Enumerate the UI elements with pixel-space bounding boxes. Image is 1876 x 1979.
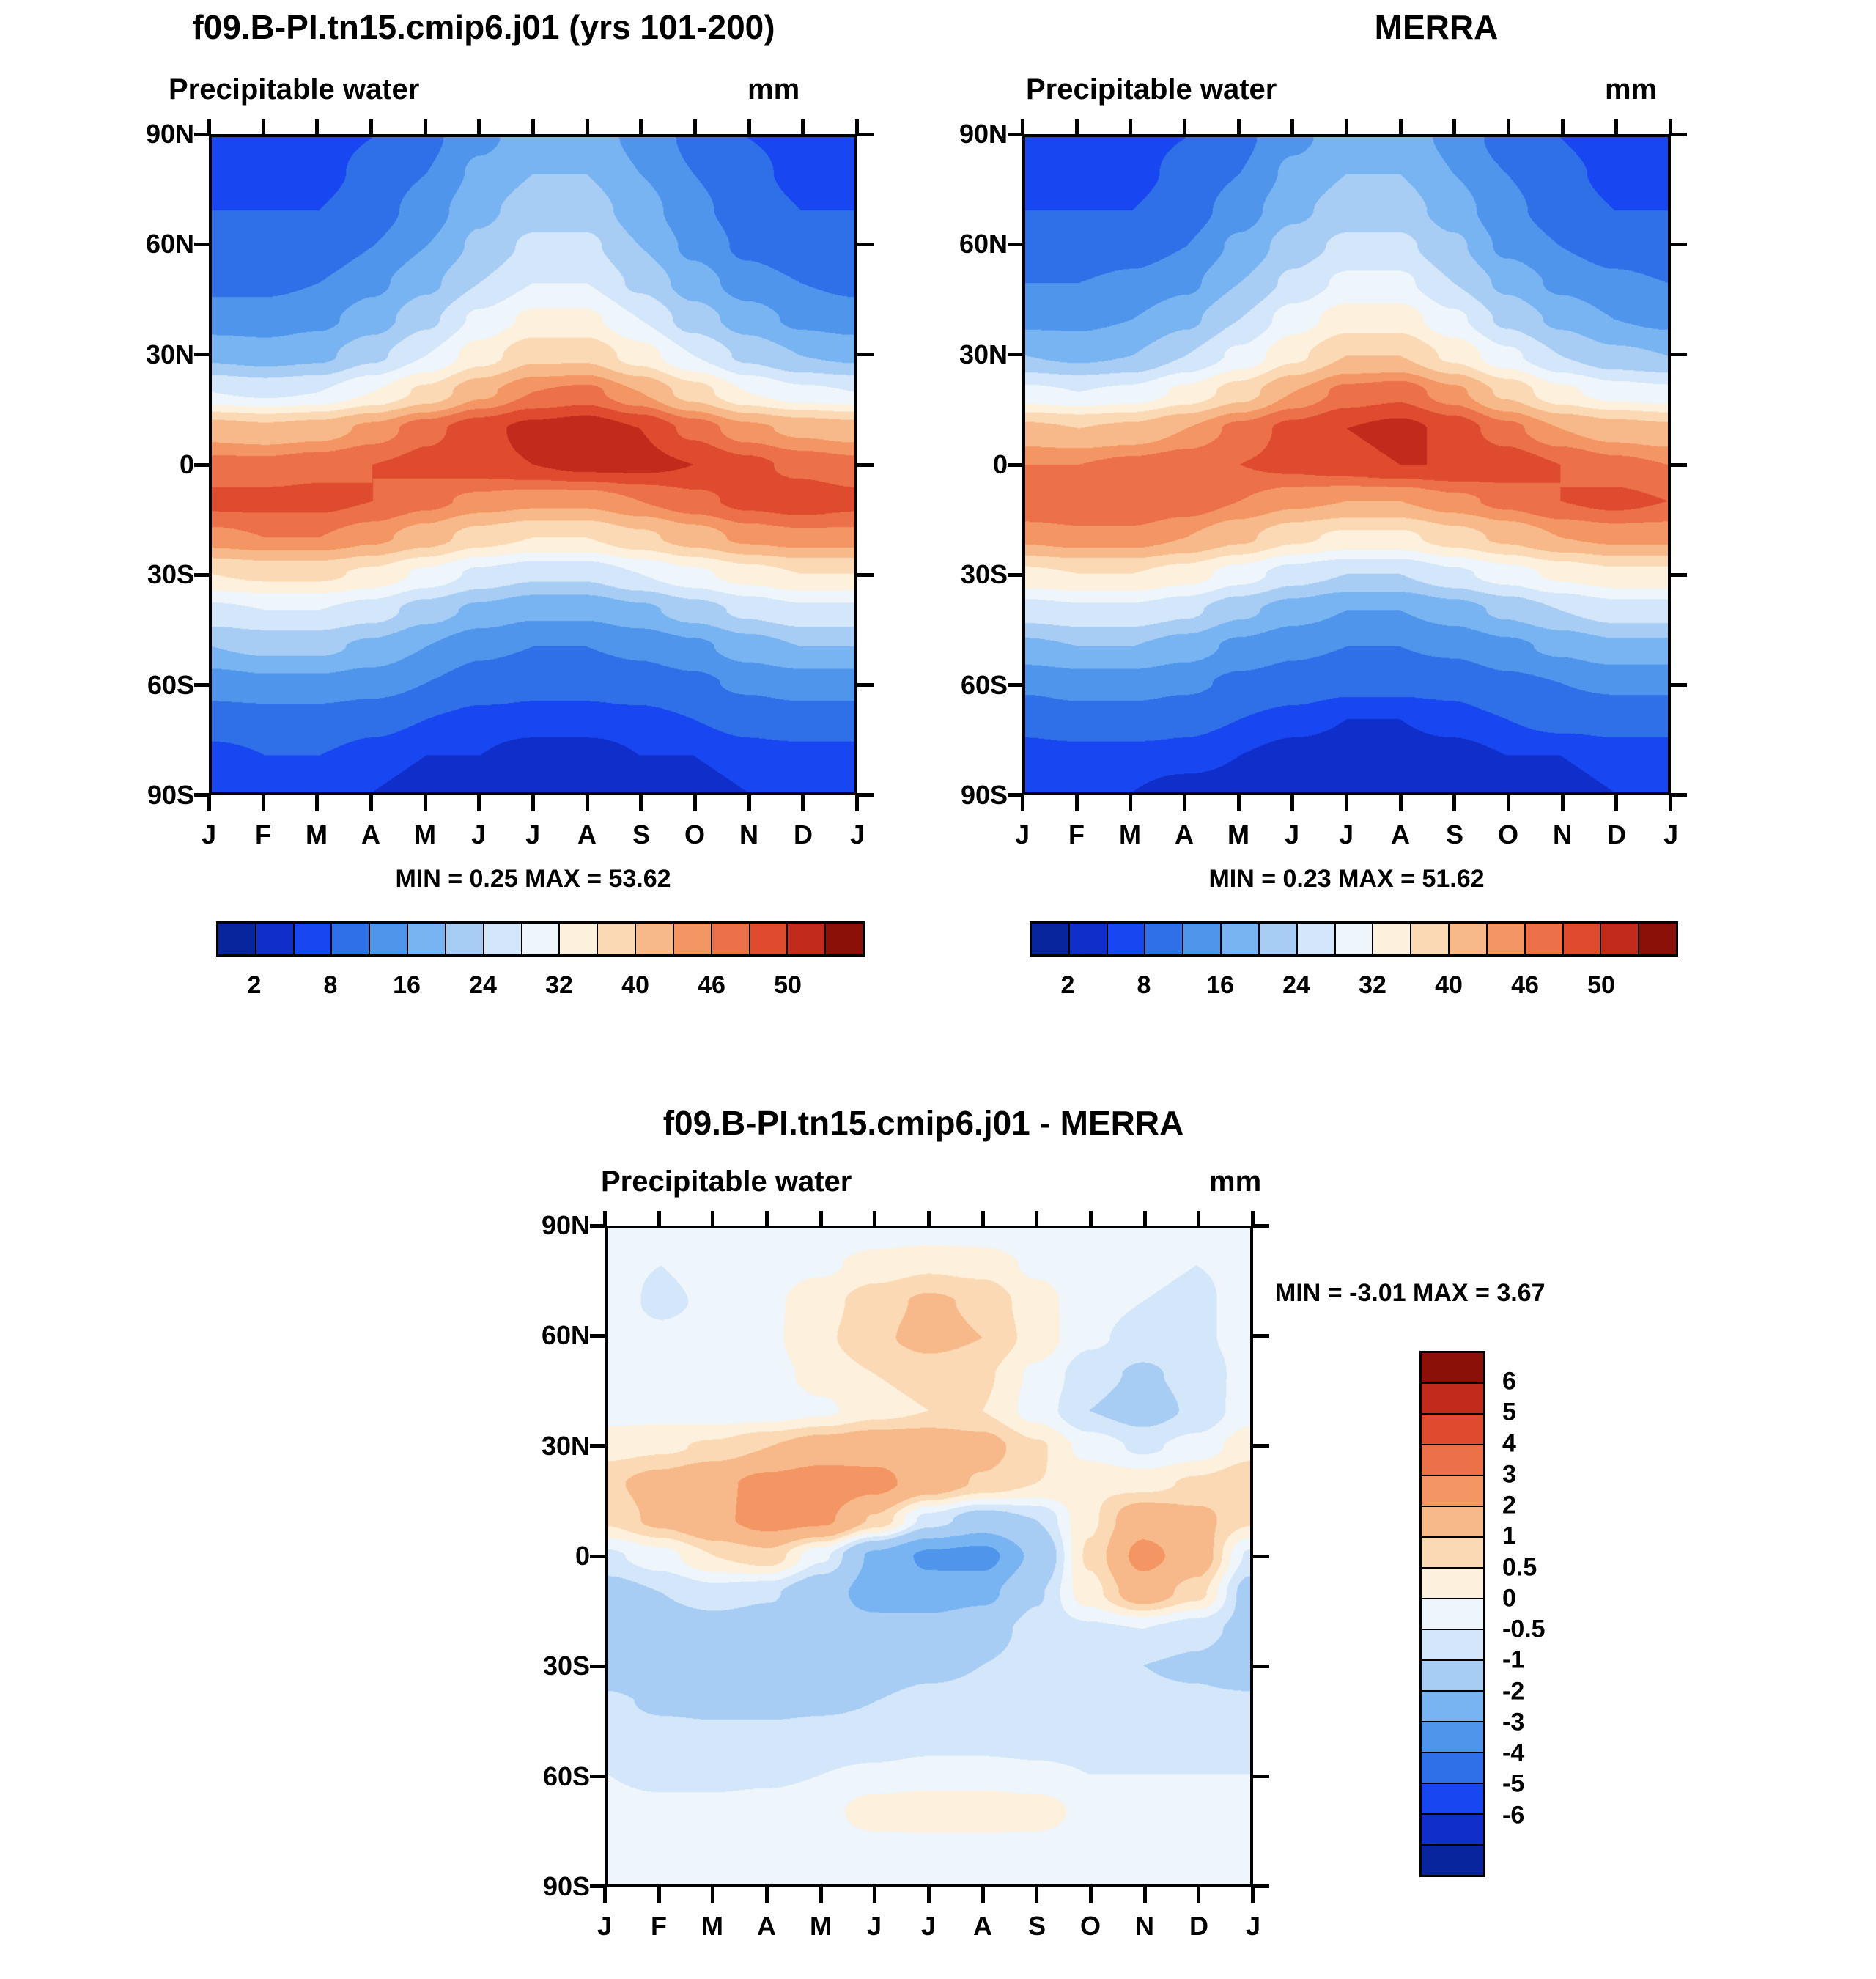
- model-xtick-3: A: [361, 819, 380, 850]
- obs-cbar-tick-4: 32: [1359, 971, 1386, 999]
- axis-tick: [819, 1887, 823, 1903]
- colorbar-swatch: [256, 924, 295, 954]
- axis-tick: [1183, 119, 1186, 136]
- diff-cbar-tick-5: 1: [1502, 1522, 1516, 1550]
- axis-tick: [369, 119, 373, 136]
- model-cbar-tick-2: 16: [393, 971, 421, 999]
- axis-tick: [1251, 1887, 1255, 1903]
- diff-xtick-3: A: [757, 1911, 776, 1941]
- obs-ytick-30S: 30S: [960, 559, 1008, 589]
- colorbar-swatch: [1564, 924, 1602, 954]
- obs-xtick-2: M: [1119, 819, 1141, 850]
- obs-xtick-9: O: [1497, 819, 1519, 850]
- axis-tick: [424, 119, 427, 136]
- axis-tick: [1197, 1887, 1200, 1903]
- axis-tick: [262, 795, 265, 811]
- model-xtick-4: M: [414, 819, 436, 850]
- axis-tick: [857, 793, 874, 797]
- axis-tick: [873, 1887, 876, 1903]
- obs-xtick-6: J: [1338, 819, 1354, 850]
- diff-xtick-1: F: [651, 1911, 667, 1941]
- diff-cbar-tick-0: 6: [1502, 1367, 1516, 1396]
- axis-tick: [603, 1887, 607, 1903]
- axis-tick: [1253, 1555, 1269, 1558]
- diff-cbar-tick-11: -3: [1502, 1708, 1525, 1736]
- model-ytick-60N: 60N: [145, 229, 194, 259]
- axis-tick: [1253, 1224, 1269, 1228]
- axis-tick: [1089, 1211, 1093, 1227]
- axis-tick: [1671, 243, 1687, 246]
- axis-tick: [1452, 119, 1456, 136]
- axis-tick: [590, 1884, 606, 1888]
- model-ytick-90N: 90N: [145, 119, 194, 149]
- obs-xtick-0: J: [1014, 819, 1030, 850]
- obs-minmax-stats: MIN = 0.23 MAX = 51.62: [1208, 865, 1485, 893]
- diff-cbar-tick-9: -1: [1502, 1646, 1525, 1674]
- axis-tick: [1614, 795, 1618, 811]
- axis-tick: [1183, 795, 1186, 811]
- colorbar-swatch: [370, 924, 408, 954]
- axis-tick: [194, 133, 210, 136]
- model-cbar-tick-4: 32: [545, 971, 573, 999]
- obs-main-title: MERRA: [1374, 8, 1499, 46]
- colorbar-swatch: [295, 924, 333, 954]
- axis-tick: [819, 1211, 823, 1227]
- axis-tick: [765, 1887, 769, 1903]
- axis-tick: [1237, 119, 1241, 136]
- axis-tick: [1671, 573, 1687, 577]
- axis-tick: [424, 795, 427, 811]
- diff-minmax-stats: MIN = -3.01 MAX = 3.67: [1275, 1279, 1546, 1307]
- colorbar-swatch: [1260, 924, 1298, 954]
- axis-tick: [315, 795, 319, 811]
- axis-tick: [1129, 119, 1132, 136]
- axis-tick: [1035, 1211, 1038, 1227]
- diff-cbar-tick-6: 0.5: [1502, 1553, 1537, 1582]
- obs-cbar-tick-6: 46: [1511, 971, 1539, 999]
- colorbar-swatch: [1601, 924, 1639, 954]
- model-ytick-30S: 30S: [147, 559, 194, 589]
- obs-xtick-7: A: [1391, 819, 1410, 850]
- axis-tick: [981, 1887, 985, 1903]
- axis-tick: [1614, 119, 1618, 136]
- colorbar-swatch: [1450, 924, 1488, 954]
- axis-tick: [873, 1211, 876, 1227]
- colorbar-swatch: [1422, 1384, 1483, 1415]
- axis-tick: [1008, 683, 1024, 687]
- obs-xtick-1: F: [1068, 819, 1085, 850]
- axis-tick: [194, 243, 210, 246]
- axis-tick: [1021, 795, 1024, 811]
- colorbar-swatch: [1336, 924, 1374, 954]
- obs-ytick-60N: 60N: [959, 229, 1008, 259]
- axis-tick: [857, 573, 874, 577]
- colorbar-swatch: [1422, 1476, 1483, 1507]
- obs-ytick-30N: 30N: [959, 339, 1008, 369]
- axis-tick: [1452, 795, 1456, 811]
- axis-tick: [1399, 795, 1403, 811]
- diff-contour-field: [608, 1228, 1250, 1884]
- axis-tick: [315, 119, 319, 136]
- diff-cbar-tick-12: -4: [1502, 1739, 1525, 1767]
- obs-xtick-4: M: [1227, 819, 1249, 850]
- model-xtick-2: M: [306, 819, 328, 850]
- axis-tick: [801, 119, 805, 136]
- axis-tick: [1008, 573, 1024, 577]
- colorbar-swatch: [712, 924, 750, 954]
- diff-xtick-0: J: [597, 1911, 613, 1941]
- axis-tick: [765, 1211, 769, 1227]
- obs-cbar-tick-3: 24: [1282, 971, 1310, 999]
- model-cbar-tick-0: 2: [247, 971, 262, 999]
- diff-xtick-6: J: [920, 1911, 937, 1941]
- axis-tick: [711, 1887, 714, 1903]
- colorbar-swatch: [1222, 924, 1260, 954]
- axis-tick: [1253, 1334, 1269, 1338]
- axis-tick: [857, 463, 874, 467]
- colorbar-swatch: [1422, 1353, 1483, 1384]
- axis-tick: [477, 119, 481, 136]
- colorbar-swatch: [1422, 1846, 1483, 1875]
- model-xtick-9: O: [684, 819, 706, 850]
- diff-ytick-90S: 90S: [542, 1871, 590, 1901]
- colorbar-swatch: [1422, 1630, 1483, 1661]
- colorbar-swatch: [1422, 1445, 1483, 1476]
- diff-xtick-10: N: [1135, 1911, 1154, 1941]
- axis-tick: [1143, 1211, 1147, 1227]
- model-xtick-10: N: [739, 819, 758, 850]
- colorbar-swatch: [1488, 924, 1526, 954]
- colorbar-swatch: [1422, 1753, 1483, 1784]
- diff-xtick-11: D: [1189, 1911, 1208, 1941]
- obs-ytick-90S: 90S: [960, 780, 1008, 810]
- diff-cbar-tick-1: 5: [1502, 1398, 1516, 1426]
- obs-cbar-tick-2: 16: [1206, 971, 1234, 999]
- colorbar-swatch: [218, 924, 256, 954]
- axis-tick: [747, 119, 751, 136]
- axis-tick: [1253, 1775, 1269, 1778]
- model-xtick-0: J: [201, 819, 217, 850]
- diff-xtick-5: J: [866, 1911, 882, 1941]
- axis-tick: [693, 119, 697, 136]
- obs-xtick-12: J: [1663, 819, 1679, 850]
- axis-tick: [369, 795, 373, 811]
- diff-xtick-8: S: [1027, 1911, 1046, 1941]
- model-cbar-tick-6: 46: [698, 971, 725, 999]
- axis-tick: [590, 1334, 606, 1338]
- axis-tick: [590, 1555, 606, 1558]
- axis-tick: [1345, 119, 1348, 136]
- model-sub-title: Precipitable water: [169, 73, 420, 106]
- axis-tick: [590, 1444, 606, 1448]
- axis-tick: [981, 1211, 985, 1227]
- axis-tick: [194, 793, 210, 797]
- axis-tick: [1075, 119, 1079, 136]
- obs-cbar-tick-7: 50: [1587, 971, 1615, 999]
- colorbar-swatch: [1411, 924, 1450, 954]
- obs-contour-field: [1025, 137, 1668, 792]
- diff-cbar-tick-10: -2: [1502, 1677, 1525, 1706]
- model-cbar-tick-5: 40: [621, 971, 649, 999]
- colorbar-swatch: [1422, 1784, 1483, 1815]
- diff-ytick-90N: 90N: [541, 1210, 590, 1240]
- colorbar-swatch: [1422, 1538, 1483, 1569]
- model-ytick-60S: 60S: [147, 670, 194, 700]
- axis-tick: [1345, 795, 1348, 811]
- diff-cbar-tick-7: 0: [1502, 1584, 1516, 1613]
- obs-cbar-tick-5: 40: [1435, 971, 1463, 999]
- axis-tick: [1075, 795, 1079, 811]
- model-xtick-8: S: [632, 819, 651, 850]
- colorbar-swatch: [1422, 1599, 1483, 1630]
- diff-cbar-tick-2: 4: [1502, 1429, 1516, 1458]
- diff-ytick-60S: 60S: [542, 1761, 590, 1791]
- diff-units-label: mm: [1209, 1165, 1262, 1198]
- diff-cbar-tick-14: -6: [1502, 1801, 1525, 1829]
- colorbar-swatch: [1422, 1569, 1483, 1599]
- axis-tick: [531, 119, 535, 136]
- obs-xtick-8: S: [1445, 819, 1464, 850]
- diff-cbar-tick-4: 2: [1502, 1491, 1516, 1519]
- axis-tick: [927, 1211, 931, 1227]
- colorbar-swatch: [1526, 924, 1564, 954]
- axis-tick: [1008, 243, 1024, 246]
- axis-tick: [1143, 1887, 1147, 1903]
- axis-tick: [693, 795, 697, 811]
- model-xtick-7: A: [577, 819, 597, 850]
- obs-xtick-3: A: [1175, 819, 1194, 850]
- model-cbar-tick-1: 8: [323, 971, 338, 999]
- diff-xtick-2: M: [701, 1911, 723, 1941]
- axis-tick: [1671, 463, 1687, 467]
- axis-tick: [262, 119, 265, 136]
- axis-tick: [639, 795, 643, 811]
- model-ytick-0: 0: [179, 449, 194, 479]
- axis-tick: [801, 795, 805, 811]
- axis-tick: [1008, 353, 1024, 356]
- axis-tick: [1290, 119, 1294, 136]
- model-xtick-6: J: [525, 819, 541, 850]
- colorbar-swatch: [332, 924, 370, 954]
- colorbar-swatch: [750, 924, 789, 954]
- obs-cbar-tick-0: 2: [1060, 971, 1075, 999]
- colorbar-swatch: [522, 924, 561, 954]
- model-xtick-11: D: [794, 819, 813, 850]
- diff-colorbar: [1419, 1351, 1485, 1877]
- obs-sub-title: Precipitable water: [1026, 73, 1277, 106]
- axis-tick: [1008, 793, 1024, 797]
- axis-tick: [1237, 795, 1241, 811]
- colorbar-swatch: [636, 924, 674, 954]
- axis-tick: [1507, 119, 1510, 136]
- axis-tick: [207, 795, 211, 811]
- diff-cbar-tick-3: 3: [1502, 1460, 1516, 1489]
- axis-tick: [1253, 1884, 1269, 1888]
- axis-tick: [1671, 133, 1687, 136]
- colorbar-swatch: [1032, 924, 1070, 954]
- obs-cbar-tick-1: 8: [1137, 971, 1151, 999]
- axis-tick: [586, 119, 589, 136]
- axis-tick: [1129, 795, 1132, 811]
- axis-tick: [194, 353, 210, 356]
- model-colorbar: [216, 921, 865, 957]
- colorbar-swatch: [1422, 1692, 1483, 1722]
- colorbar-swatch: [1373, 924, 1411, 954]
- diff-ytick-0: 0: [575, 1541, 590, 1571]
- colorbar-swatch: [1422, 1507, 1483, 1538]
- axis-tick: [1089, 1887, 1093, 1903]
- diff-sub-title: Precipitable water: [601, 1165, 852, 1198]
- axis-tick: [855, 795, 859, 811]
- axis-tick: [927, 1887, 931, 1903]
- diff-ytick-60N: 60N: [541, 1320, 590, 1350]
- obs-xtick-10: N: [1553, 819, 1572, 850]
- colorbar-swatch: [1422, 1661, 1483, 1692]
- model-minmax-stats: MIN = 0.25 MAX = 53.62: [395, 865, 671, 893]
- axis-tick: [657, 1887, 661, 1903]
- model-ytick-90S: 90S: [147, 780, 194, 810]
- colorbar-swatch: [1422, 1815, 1483, 1846]
- axis-tick: [857, 133, 874, 136]
- axis-tick: [590, 1775, 606, 1778]
- diff-main-title: f09.B-PI.tn15.cmip6.j01 - MERRA: [662, 1104, 1184, 1142]
- colorbar-swatch: [674, 924, 712, 954]
- colorbar-swatch: [1108, 924, 1146, 954]
- axis-tick: [1008, 463, 1024, 467]
- model-ytick-30N: 30N: [145, 339, 194, 369]
- colorbar-swatch: [1183, 924, 1222, 954]
- axis-tick: [1399, 119, 1403, 136]
- axis-tick: [1035, 1887, 1038, 1903]
- axis-tick: [857, 353, 874, 356]
- axis-tick: [1253, 1444, 1269, 1448]
- axis-tick: [1669, 795, 1672, 811]
- colorbar-swatch: [1422, 1722, 1483, 1753]
- model-units-label: mm: [747, 73, 800, 106]
- diff-xtick-4: M: [810, 1911, 832, 1941]
- diff-xtick-7: A: [973, 1911, 992, 1941]
- axis-tick: [1008, 133, 1024, 136]
- colorbar-swatch: [826, 924, 863, 954]
- colorbar-swatch: [1070, 924, 1108, 954]
- obs-xtick-5: J: [1284, 819, 1300, 850]
- diff-xtick-12: J: [1245, 1911, 1261, 1941]
- axis-tick: [531, 795, 535, 811]
- axis-tick: [194, 463, 210, 467]
- obs-xtick-11: D: [1607, 819, 1626, 850]
- axis-tick: [590, 1665, 606, 1668]
- obs-ytick-0: 0: [992, 449, 1008, 479]
- obs-ytick-90N: 90N: [959, 119, 1008, 149]
- model-xtick-1: F: [255, 819, 271, 850]
- obs-ytick-60S: 60S: [960, 670, 1008, 700]
- obs-units-label: mm: [1605, 73, 1658, 106]
- colorbar-swatch: [484, 924, 522, 954]
- colorbar-swatch: [598, 924, 636, 954]
- model-contour-field: [212, 137, 854, 792]
- colorbar-swatch: [788, 924, 826, 954]
- axis-tick: [711, 1211, 714, 1227]
- diff-ytick-30N: 30N: [541, 1431, 590, 1461]
- model-xtick-12: J: [849, 819, 865, 850]
- axis-tick: [857, 683, 874, 687]
- axis-tick: [1671, 683, 1687, 687]
- diff-xtick-9: O: [1079, 1911, 1101, 1941]
- axis-tick: [477, 795, 481, 811]
- axis-tick: [194, 573, 210, 577]
- axis-tick: [1290, 795, 1294, 811]
- axis-tick: [1561, 795, 1565, 811]
- axis-tick: [639, 119, 643, 136]
- axis-tick: [1671, 353, 1687, 356]
- axis-tick: [1507, 795, 1510, 811]
- colorbar-swatch: [1639, 924, 1676, 954]
- colorbar-swatch: [560, 924, 598, 954]
- colorbar-swatch: [1298, 924, 1336, 954]
- axis-tick: [194, 683, 210, 687]
- model-main-title: f09.B-PI.tn15.cmip6.j01 (yrs 101-200): [192, 8, 775, 46]
- colorbar-swatch: [1145, 924, 1183, 954]
- axis-tick: [1197, 1211, 1200, 1227]
- axis-tick: [1671, 793, 1687, 797]
- obs-colorbar: [1030, 921, 1678, 957]
- axis-tick: [590, 1224, 606, 1228]
- axis-tick: [657, 1211, 661, 1227]
- diff-cbar-tick-13: -5: [1502, 1769, 1525, 1798]
- axis-tick: [586, 795, 589, 811]
- diff-plot-area: [605, 1226, 1253, 1887]
- axis-tick: [857, 243, 874, 246]
- model-plot-area: [209, 134, 857, 795]
- axis-tick: [1561, 119, 1565, 136]
- model-cbar-tick-7: 50: [774, 971, 802, 999]
- colorbar-swatch: [446, 924, 484, 954]
- axis-tick: [1253, 1665, 1269, 1668]
- diff-ytick-30S: 30S: [542, 1651, 590, 1681]
- obs-plot-area: [1022, 134, 1671, 795]
- colorbar-swatch: [408, 924, 446, 954]
- axis-tick: [747, 795, 751, 811]
- model-xtick-5: J: [470, 819, 487, 850]
- model-cbar-tick-3: 24: [469, 971, 497, 999]
- diff-cbar-tick-8: -0.5: [1502, 1615, 1546, 1643]
- colorbar-swatch: [1422, 1415, 1483, 1445]
